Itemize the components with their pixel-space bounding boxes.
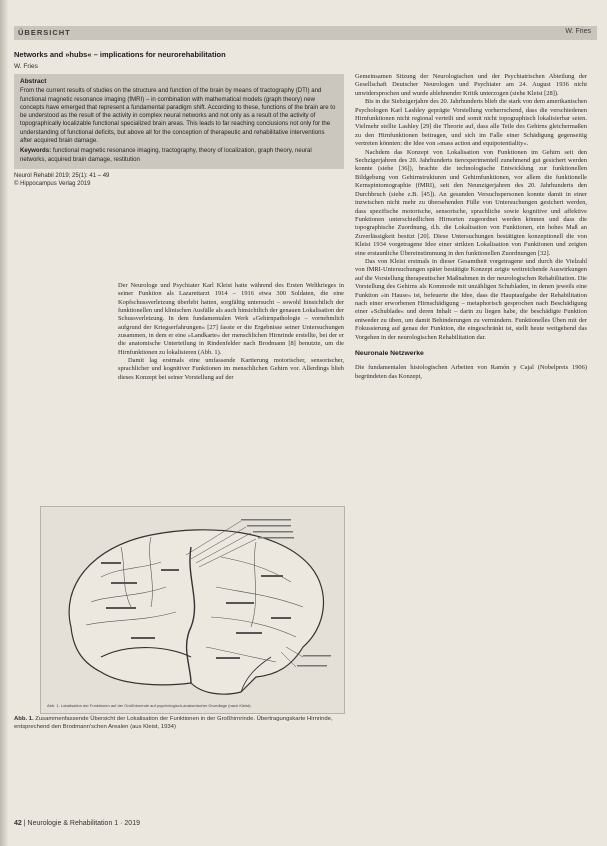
abstract-heading: Abstract	[20, 78, 47, 85]
body-text-left	[118, 282, 344, 382]
body-paragraph: Damit lag erstmals eine umfassende Kartierung motorischer, sensorischer, sprachlicher und kognitiver Funktionen im menschlichen Gehirn vor. Allerdings blieb dieses Konzept bei seiner Vorstellung auf der	[118, 357, 344, 381]
brain-map-figure	[40, 506, 345, 714]
figure-caption-label: Abb. 1.	[14, 716, 34, 722]
body-paragraph: Die fundamentalen histologischen Arbeiten von Ramón y Cajal (Nobelpreis 1906) begründeten das Konzept,	[355, 364, 587, 380]
figure-inner-caption: Abb. 1. Lokalisation der Funktionen auf der Großhirnrinde auf psychologisch-anatomischer Grundlage (nach Kleist).	[47, 703, 252, 708]
page-footer	[14, 820, 140, 827]
section-header-bar	[14, 26, 597, 40]
citation-block	[14, 172, 344, 188]
brain-map-illustration	[41, 507, 344, 713]
section-label: ÜBERSICHT	[18, 28, 71, 37]
citation: Neurol Rehabil 2019; 25(1): 41 – 49	[14, 172, 110, 179]
body-paragraph: Bis in die Siebzigerjahre des 20. Jahrhunderts blieb die stark von dem amerikanischen Psychologen Karl Lashley geprägte Vorstellung vorherrschend, dass die verschiedenen Hirnfunktionen nicht regional verteilt und somit nicht topographisch lokalisierbar seien. Vielmehr stellte Lashley [29] die Theorie auf, dass alle Teile des Gehirns gleichermaßen zu den Hirnfunktionen beitragen, und sich im Falle einer Schädigung gegenseitig vertreten könnten: die Idee von »mass action and equipotentiality«.	[355, 98, 587, 148]
footer-separator: |	[23, 820, 28, 827]
running-author: W. Fries	[565, 28, 591, 35]
keywords-label: Keywords:	[20, 147, 52, 155]
abstract-text: From the current results of studies on the structure and function of the brain by means of tractography (DTI) and functional magnetic resonance imaging (fMRI) – in combination with mathematical models (graph theory) new concepts have emerged that represent a fundamental paradigm shift. According to these, functions of the brain are to be understood as the result of the activity in complex neural networks and not only as a result of the activity of topographically localizable functional specialized brain areas. This leads to far reaching conclusions not only for the understanding of functional deficits, but above all for the conception of therapeutic and rehabilitative interventions after acquired brain damage.	[20, 87, 336, 145]
copyright: © Hippocampus Verlag 2019	[14, 180, 91, 187]
body-paragraph: Gemeinsamen Sitzung der Neurologischen und der Psychiatrischen Abteilung der Gesellschaft Deutscher Neurologen und Psychiater am 24. August 1936 nicht unwidersprochen und wurde ablehnender Kritik unterzogen (siehe Kleist [28]).	[355, 73, 587, 97]
article-front-matter	[14, 50, 344, 188]
figure-caption	[14, 716, 344, 731]
scan-edge-shadow	[0, 0, 8, 846]
article-author: W. Fries	[14, 63, 38, 70]
body-paragraph: Nachdem das Konzept von Lokalisation von Funktionen im Gehirn seit den Sechzigerjahren des 20. Jahrhunderts tierexperimentell zunehmend gut gesichert werden konnte (siehe [36]), brachte die technologische Entwicklung zur funktionellen Bildgebung von Gehirnstrukturen und Gehirnfunktionen, vor allem die funktionelle Kernspintomographie (fMRI), seit den Neunzigerjahren des 20. Jahrhunderts den Durchbruch (siehe z.B. [45]). An gesunden Versuchspersonen konnte damit in einer inzwischen nicht mehr zu übersehenden Fülle von Untersuchungen gesichert werden, dass spezifische motorische, sensorische, sprachliche sowie kognitive und affektive Funktionen unterschiedlichen Hirnorten zugeordnet werden können und dass die topographische Zuordnung, d.h. die Lokalisation von Funktionen, ein hohes Maß an Zuverlässigkeit besitzt [20]. Diese Untersuchungen bestätigten konzeptionell die von Kleist 1934 vorgetragene Idee einer strikten Lokalisation von Funktionen und zeigten eine erstaunliche Übereinstimmung in den funktionellen Zuordnungen [32].	[355, 148, 587, 257]
abstract-box	[14, 74, 344, 169]
body-paragraph: Der Neurologe und Psychiater Karl Kleist hatte während des Ersten Weltkrieges in seiner Funktion als Lazarettarzt 1914 – 1916 etwa 300 Soldaten, die eine Kopfschussverletzung überlebt hatten, sorgfältig untersucht – sowohl hinsichtlich der funktionellen und klinischen Ausfälle als auch hinsichtlich der genauen Lokalisation der Schussverletzung. In dem fundamentalen Werk »Gehirnpathologie – vornehmlich aufgrund der Kriegserfahrungen« [27] fasste er die Ergebnisse seiner Untersuchungen zusammen, in dem er eine »Landkarte« der menschlichen Hirnrinde erstellte, bei der er die anatomische Unterteilung in Rindenfelder nach Brodmann [8] benutzte, um die Hirnfunktionen zu lokalisieren (Abb. 1).	[118, 282, 344, 356]
keywords	[20, 147, 338, 164]
journal-name: Neurologie & Rehabilitation 1 · 2019	[27, 820, 140, 827]
body-text-right	[355, 73, 587, 381]
body-paragraph: Das von Kleist erstmals in dieser Gesamtheit vorgetragene und durch die Vielzahl von fMRI-Untersuchungen später bestätigte Konzept zeigte weitreichende Auswirkungen auf die Vorstellung therapeutischer Maßnahmen in der neurologischen Rehabilitation. Die Vorstellung des Gehirns als Kommode mit unzähligen Schubladen, in denen jeweils eine Funktion »in Hause« ist, befeuerte die Idee, dass die Hauptaufgabe der Rehabilitation nach einer erworbenen Hirnschädigung – metaphorisch gesprochen nach Beschädigung einer »Schublade« und deren Inhalt – darin zu liegen habe, die beschädigte Funktion entweder zu üben, um damit Behinderungen zu vermindern. Funktionelles Üben mit der Fokussierung auf genau der Funktion, die eingeschränkt ist, stellt heute weitgehend das Vorgehen in der neurologischen Rehabilitation dar.	[355, 257, 587, 341]
keywords-text: functional magnetic resonance imaging, tractography, theory of localization, graph theory, neural networks, acquired brain damage, restitution	[20, 147, 312, 163]
figure-caption-text: Zusammenfassende Übersicht der Lokalisation der Funktionen in der Großhirnrinde. Übertragungskarte Hirnrinde, entsprechend den Brodmann'schen Arealen (aus Kleist, 1934)	[14, 716, 333, 730]
section-heading: Neuronale Netzwerke	[355, 350, 424, 357]
article-title: Networks and »hubs« – implications for neurorehabilitation	[14, 50, 226, 59]
page-number: 42	[14, 820, 22, 827]
